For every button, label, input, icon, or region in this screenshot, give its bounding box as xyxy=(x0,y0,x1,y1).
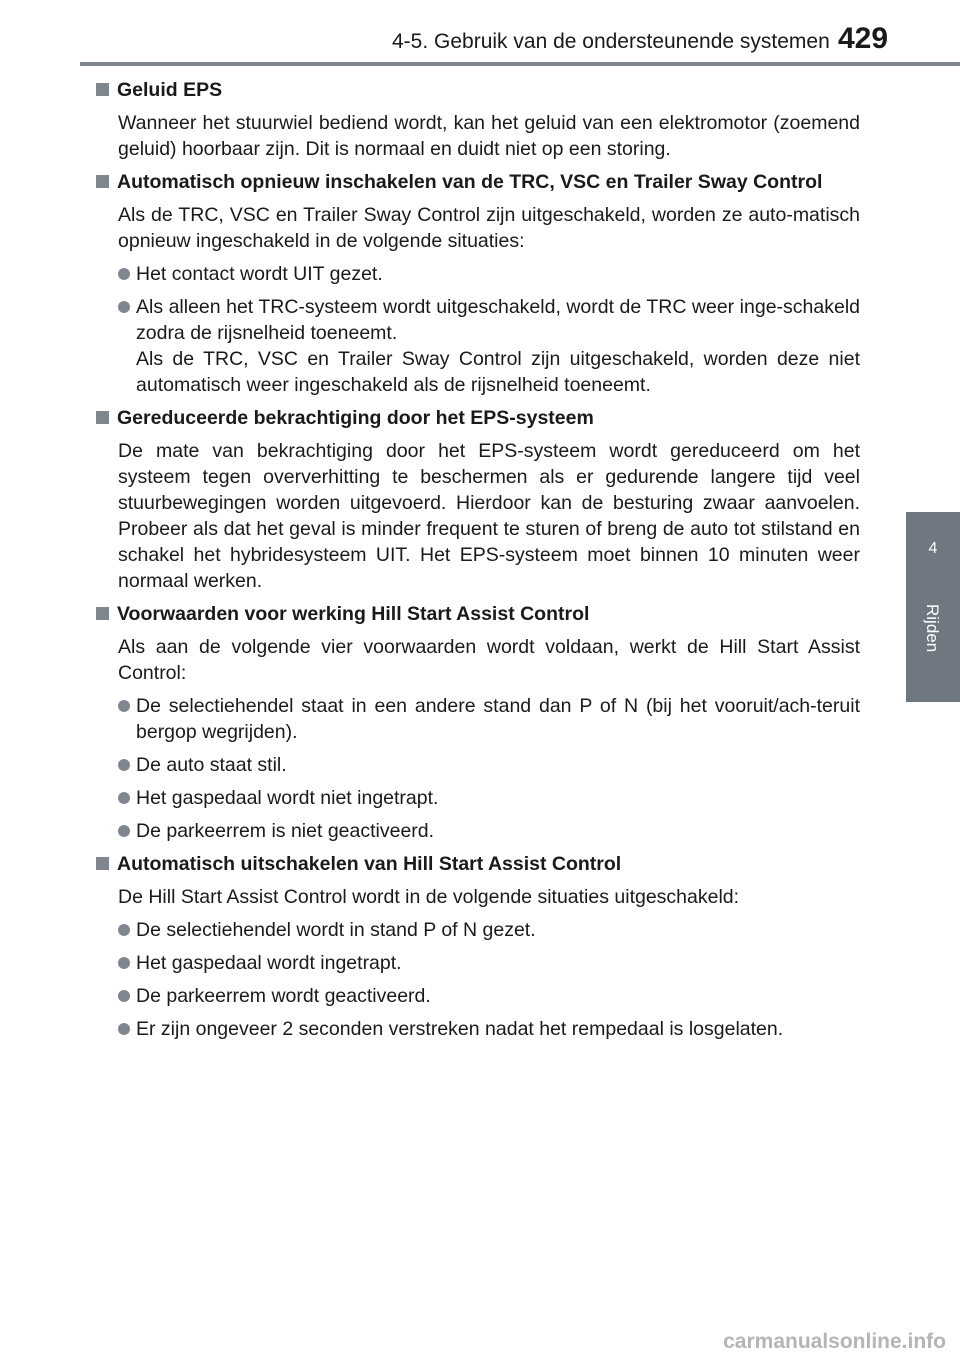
section-heading xyxy=(96,77,860,103)
round-bullet-icon xyxy=(118,268,130,280)
section-heading-text: Voorwaarden voor werking Hill Start Assist Control xyxy=(117,603,590,625)
square-bullet-icon xyxy=(96,857,109,870)
round-bullet-icon xyxy=(118,825,130,837)
section-paragraph: De Hill Start Assist Control wordt in de volgende situaties uitgeschakeld: xyxy=(118,886,740,908)
list-item xyxy=(118,785,860,811)
section-heading xyxy=(96,851,860,877)
list-item-text: De parkeerrem wordt geactiveerd. xyxy=(136,985,431,1007)
list-item xyxy=(118,261,860,287)
round-bullet-icon xyxy=(118,792,130,804)
list-item xyxy=(118,294,860,398)
round-bullet-icon xyxy=(118,924,130,936)
section-hill-start-deactivation xyxy=(96,851,860,1042)
round-bullet-icon xyxy=(118,301,130,313)
list-item-text: Er zijn ongeveer 2 seconden verstreken nadat het rempedaal is losgelaten. xyxy=(136,1018,784,1040)
section-heading xyxy=(96,405,860,431)
section-paragraph: Als aan de volgende vier voorwaarden wordt voldaan, werkt de Hill Start Assist Control: xyxy=(118,636,860,684)
square-bullet-icon xyxy=(96,411,109,424)
round-bullet-icon xyxy=(118,990,130,1002)
section-heading-text: Geluid EPS xyxy=(117,79,223,101)
section-heading-text: Gereduceerde bekrachtiging door het EPS-systeem xyxy=(117,407,594,429)
list-item xyxy=(118,917,860,943)
section-heading xyxy=(96,601,860,627)
page-content xyxy=(96,77,860,1049)
section-heading-text: Automatisch opnieuw inschakelen van de TRC, VSC en Trailer Sway Control xyxy=(117,171,823,193)
section-paragraph: De mate van bekrachtiging door het EPS-systeem wordt gereduceerd om het systeem tegen oververhitting te beschermen als er gedurende langere tijd veel stuurbewegingen worden uitgevoerd. Hierdoor kan de besturing zwaar aanvoelen. Probeer als dat het geval is minder frequent te sturen of breng de auto tot stilstand en schakel het hybridesysteem UIT. Het EPS-systeem moet binnen 10 minuten weer normaal werken. xyxy=(118,440,860,592)
section-paragraph: Als de TRC, VSC en Trailer Sway Control zijn uitgeschakeld, worden ze auto-matisch opnieuw ingeschakeld in de volgende situaties: xyxy=(118,204,860,252)
list-item-text: Het gaspedaal wordt ingetrapt. xyxy=(136,952,402,974)
watermark: carmanualsonline.info xyxy=(723,1330,946,1353)
list-item xyxy=(118,693,860,745)
section-paragraph: Wanneer het stuurwiel bediend wordt, kan het geluid van een elektromotor (zoemend geluid) hoorbaar zijn. Dit is normaal en duidt niet op een storing. xyxy=(118,112,860,160)
page-header-title: 4-5. Gebruik van de ondersteunende systemen xyxy=(392,30,830,53)
round-bullet-icon xyxy=(118,759,130,771)
chapter-number: 4 xyxy=(928,540,938,557)
list-item xyxy=(118,752,860,778)
list-item-text: De auto staat stil. xyxy=(136,754,287,776)
list-item-text xyxy=(136,294,860,398)
section-hill-start-conditions xyxy=(96,601,860,844)
round-bullet-icon xyxy=(118,957,130,969)
list-item xyxy=(118,818,860,844)
section-heading-text: Automatisch uitschakelen van Hill Start Assist Control xyxy=(117,853,622,875)
section-trc-vsc xyxy=(96,169,860,398)
section-geluid-eps xyxy=(96,77,860,162)
list-item-text: Het contact wordt UIT gezet. xyxy=(136,263,383,285)
list-item-line: Als de TRC, VSC en Trailer Sway Control zijn uitgeschakeld, worden deze niet automatisch weer ingeschakeld als de rijsnelheid toeneemt. xyxy=(136,348,860,396)
list-item xyxy=(118,950,860,976)
list-item-text: De selectiehendel wordt in stand P of N gezet. xyxy=(136,919,536,941)
round-bullet-icon xyxy=(118,700,130,712)
square-bullet-icon xyxy=(96,83,109,96)
section-eps-reduction xyxy=(96,405,860,594)
header-rule xyxy=(80,62,960,66)
list-item-text: De parkeerrem is niet geactiveerd. xyxy=(136,820,435,842)
page-number: 429 xyxy=(838,22,889,55)
square-bullet-icon xyxy=(96,175,109,188)
list-item-text: Het gaspedaal wordt niet ingetrapt. xyxy=(136,787,439,809)
list-item xyxy=(118,1016,860,1042)
round-bullet-icon xyxy=(118,1023,130,1035)
list-item-text: De selectiehendel staat in een andere stand dan P of N (bij het vooruit/ach-teruit bergop wegrijden). xyxy=(136,695,860,743)
chapter-label: Rijden xyxy=(923,604,942,653)
chapter-side-tab xyxy=(906,512,960,702)
section-heading xyxy=(96,169,860,195)
square-bullet-icon xyxy=(96,607,109,620)
list-item xyxy=(118,983,860,1009)
list-item-line: Als alleen het TRC-systeem wordt uitgeschakeld, wordt de TRC weer inge-schakeld zodra de rijsnelheid toeneemt. xyxy=(136,296,860,344)
